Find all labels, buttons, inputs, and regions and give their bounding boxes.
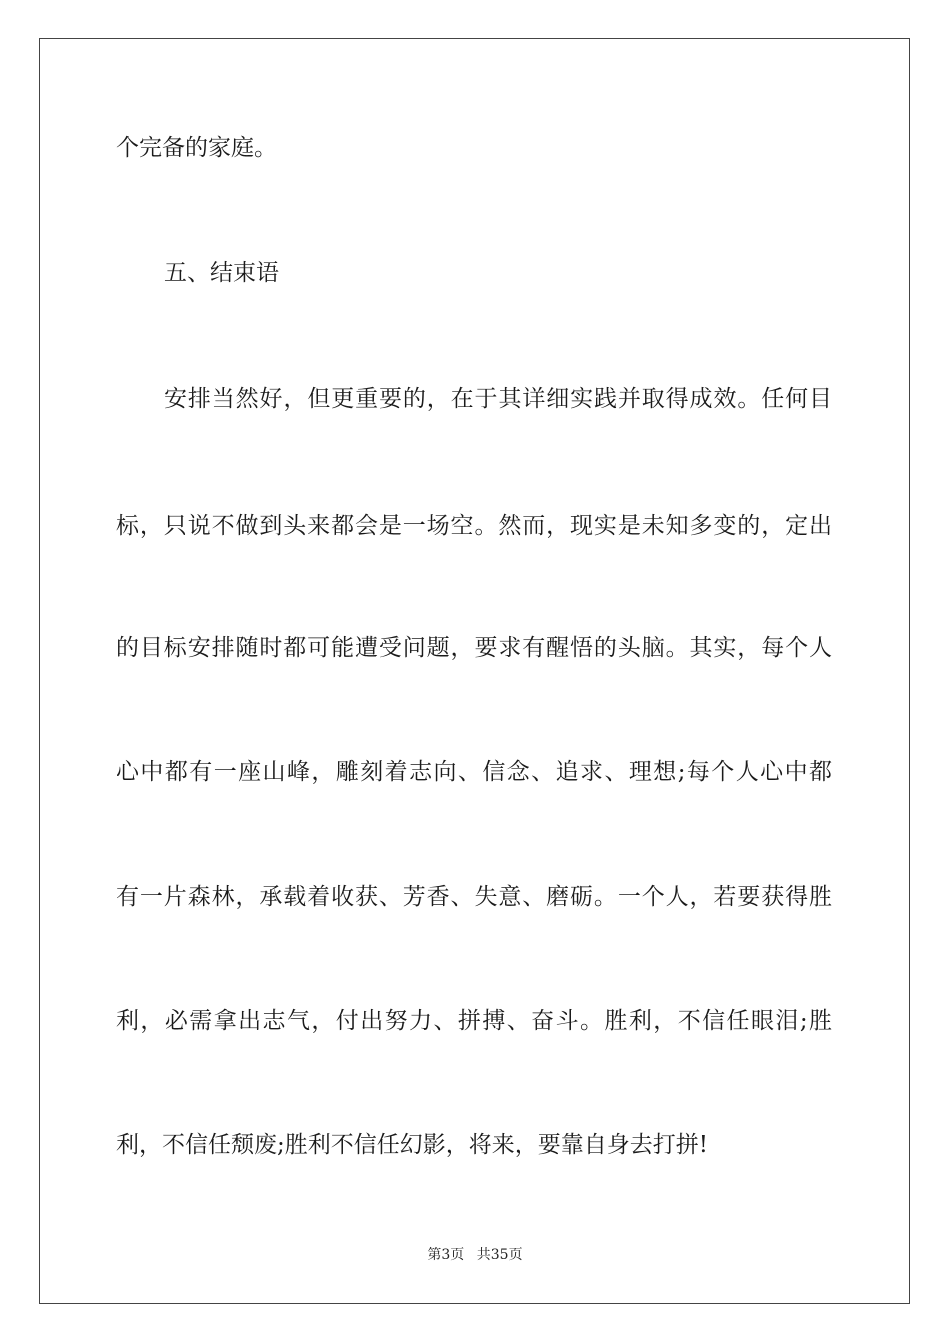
- paragraph-line-3: 标，只说不做到头来都会是一场空。然而，现实是未知多变的，定出: [116, 513, 832, 539]
- paragraph-line-2: 安排当然好，但更重要的，在于其详细实践并取得成效。任何目: [164, 386, 832, 412]
- paragraph-line-7: 利，必需拿出志气，付出努力、拼搏、奋斗。胜利，不信任眼泪;胜: [116, 1008, 832, 1034]
- section-heading: 五、结束语: [164, 260, 279, 286]
- page-border: [39, 38, 910, 1304]
- paragraph-line-5: 心中都有一座山峰，雕刻着志向、信念、追求、理想;每个人心中都: [116, 759, 832, 785]
- paragraph-line-8: 利，不信任颓废;胜利不信任幻影，将来，要靠自身去打拼!: [116, 1132, 708, 1158]
- page-number: 第3页: [427, 1247, 465, 1263]
- paragraph-line-6: 有一片森林，承载着收获、芳香、失意、磨砺。一个人，若要获得胜: [116, 884, 832, 910]
- paragraph-line-1: 个完备的家庭。: [116, 135, 277, 161]
- page-footer: [0, 1246, 950, 1264]
- paragraph-line-4: 的目标安排随时都可能遭受问题，要求有醒悟的头脑。其实，每个人: [116, 635, 832, 661]
- page-total: 共35页: [476, 1247, 523, 1263]
